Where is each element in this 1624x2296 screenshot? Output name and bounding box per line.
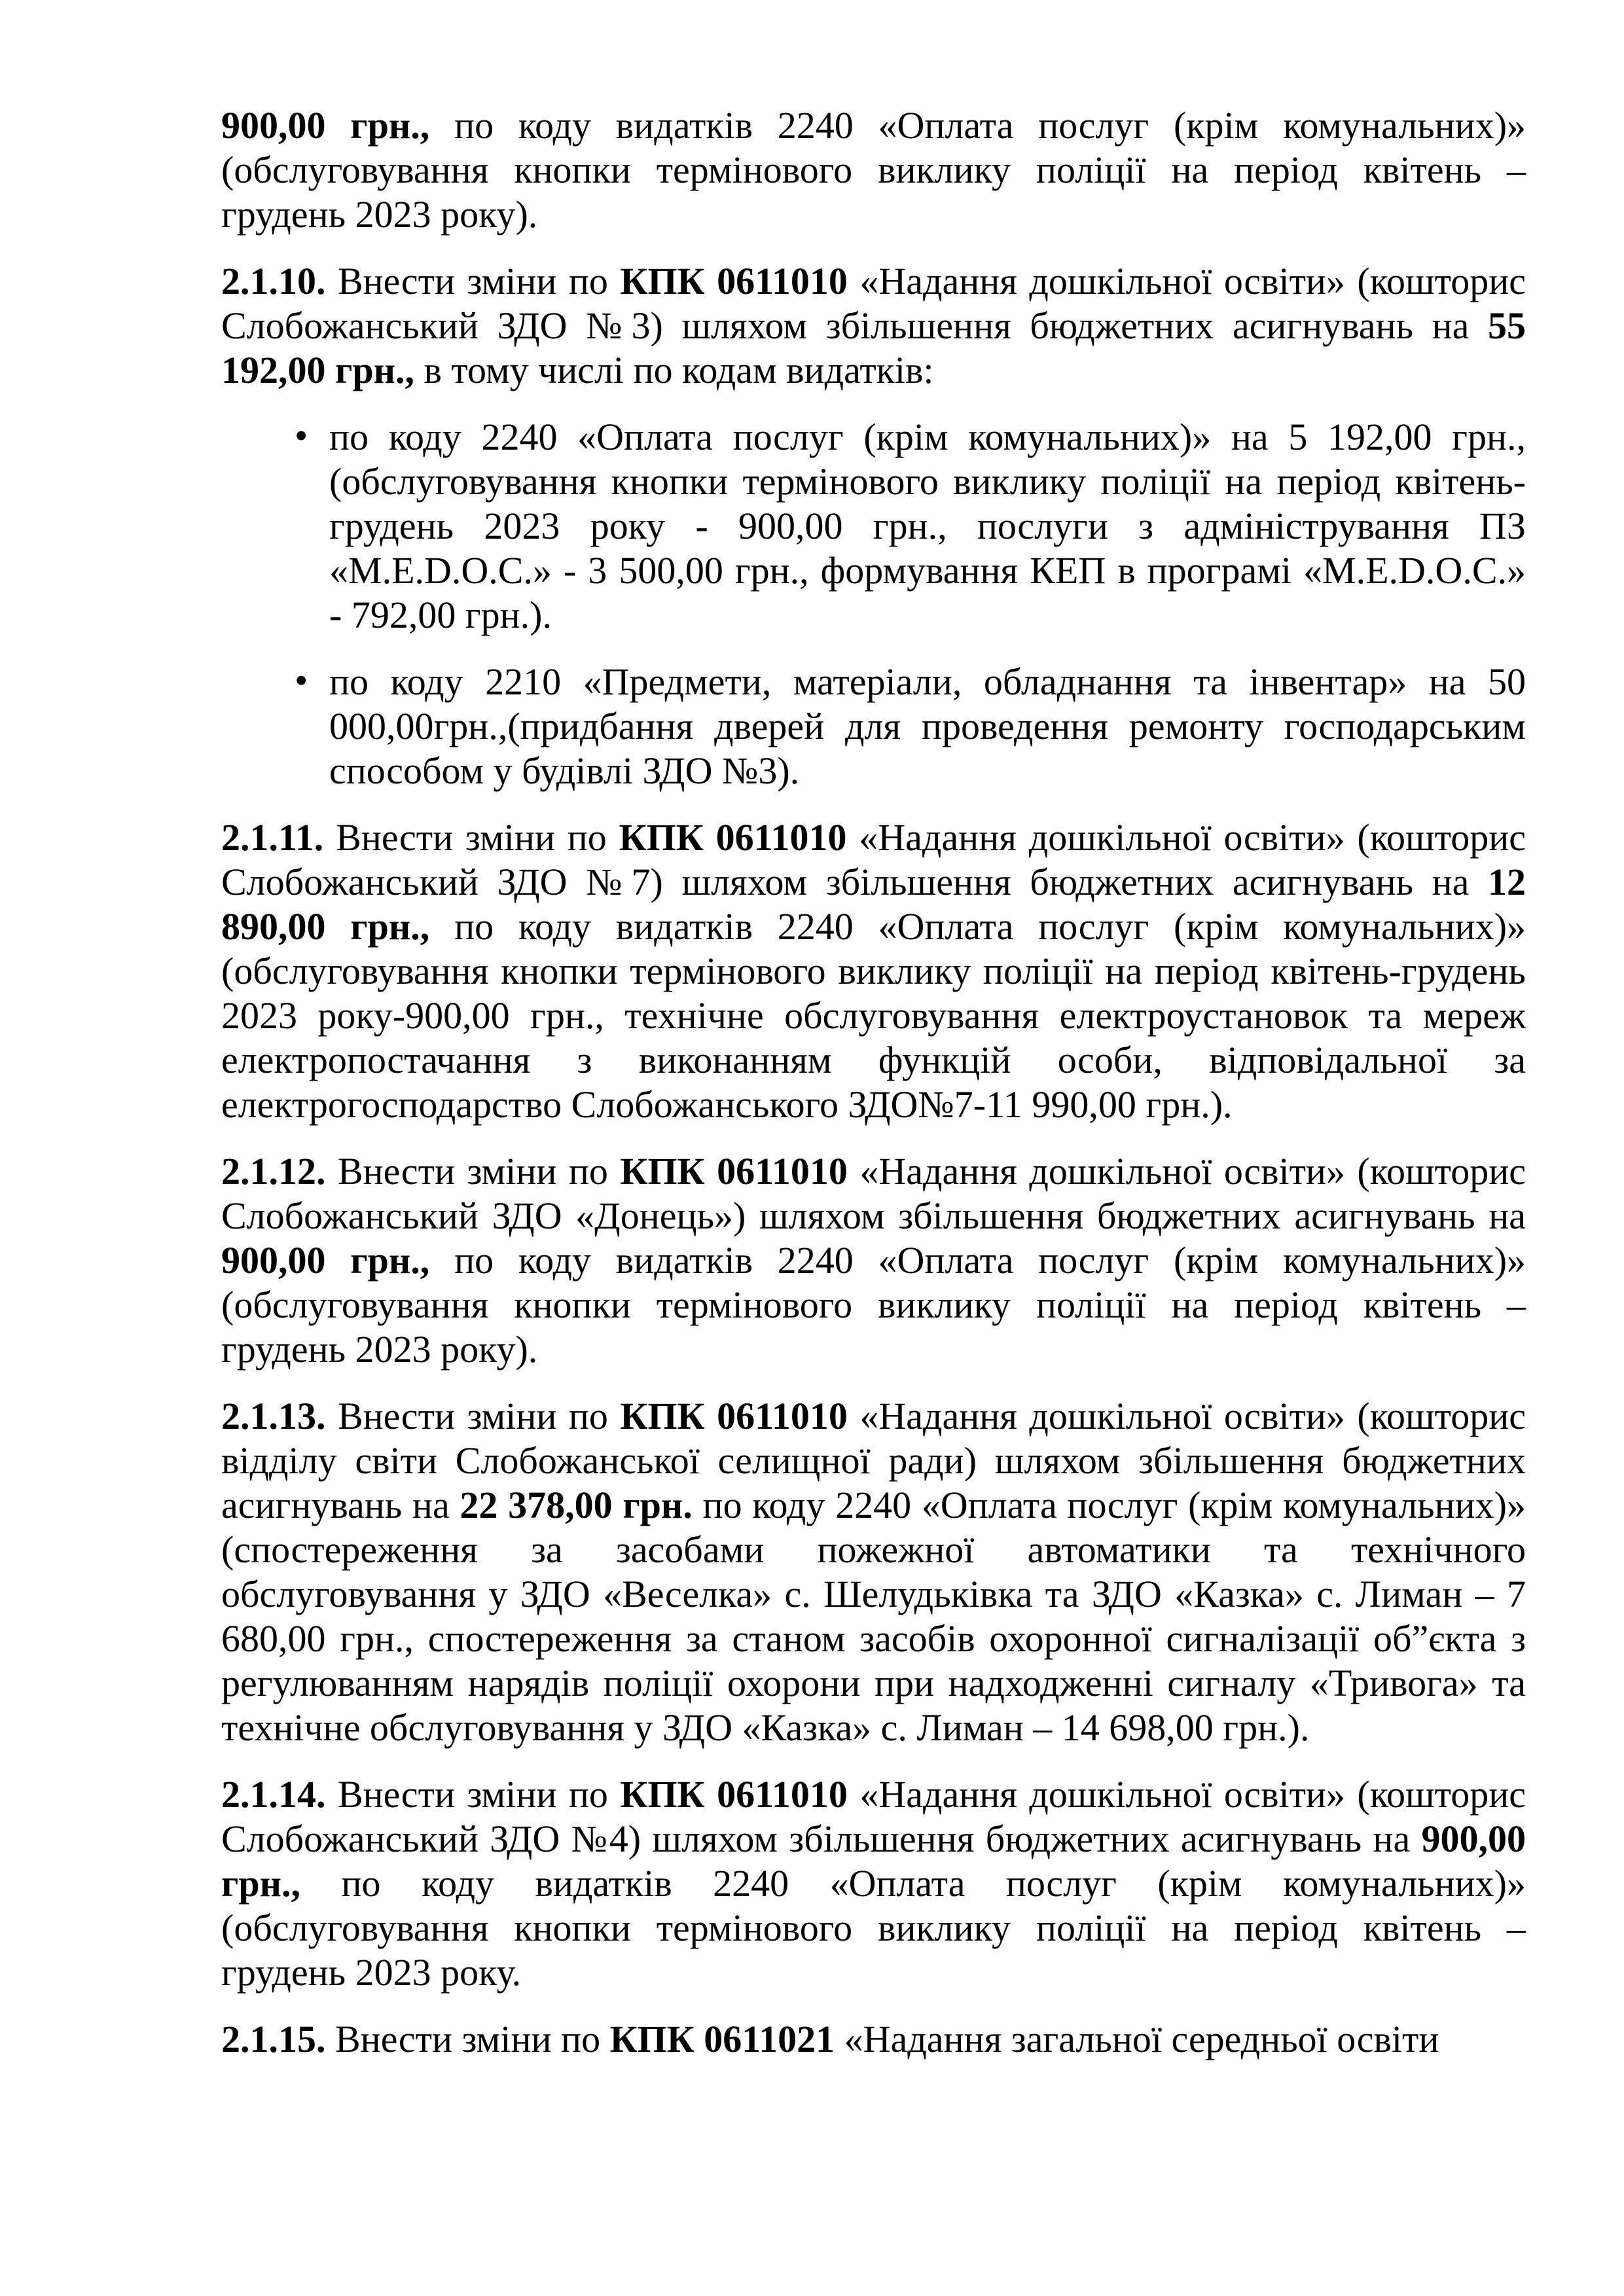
text-run: по коду видатків 2240 «Оплата послуг (крім комунальних)» (обслуговування кнопки термінового виклику поліції на період квітень-грудень 2023 року-900,00 грн., технічне обслуговування електроустановок та мереж електропостачання з виконанням функцій особи, відповідальної за електрогосподарство Слобожанського ЗДО№7-11 990,00 грн.).	[221, 905, 1526, 1126]
text-run-bold: 2.1.15.	[221, 2018, 326, 2060]
text-run-bold: КПК 0611010	[620, 1773, 848, 1816]
text-run: по коду видатків 2240 «Оплата послуг (крім комунальних)» (обслуговування кнопки термінового виклику поліції на період квітень – грудень 2023 року).	[221, 104, 1526, 236]
bullet-icon: •	[295, 414, 308, 457]
para-2-1-14	[221, 1772, 1526, 1995]
text-run: Внести зміни по	[325, 1395, 621, 1437]
text-run-bold: 22 378,00 грн.	[460, 1484, 693, 1526]
text-run: по коду видатків 2240 «Оплата послуг (крім комунальних)» (обслуговування кнопки термінового виклику поліції на період квітень – грудень 2023 року.	[221, 1862, 1526, 1994]
text-run-bold: 900,00 грн.,	[221, 1239, 430, 1282]
text-run-bold: 2.1.14.	[221, 1773, 326, 1816]
text-run-bold: 900,00 грн.,	[221, 104, 430, 147]
text-run: «Надання дошкільної освіти» (кошторис відділу світи Слобожанської селищної ради) шляхом збільшення бюджетних асигнувань на	[221, 1395, 1526, 1526]
text-run-bold: 55 192,00 грн.,	[221, 304, 1526, 391]
text-run: Внести зміни по	[325, 260, 621, 302]
text-run-bold: 2.1.10.	[221, 260, 326, 302]
text-run: «Надання дошкільної освіти» (кошторис Слобожанський ЗДО «Донець») шляхом збільшення бюджетних асигнувань на	[221, 1150, 1526, 1237]
para-2-1-12	[221, 1149, 1526, 1372]
text-run: Внести зміни по	[325, 2018, 610, 2060]
text-run: по коду видатків 2240 «Оплата послуг (крім комунальних)» (обслуговування кнопки термінового виклику поліції на період квітень – грудень 2023 року).	[221, 1239, 1526, 1371]
text-run-bold: 2.1.13.	[221, 1395, 326, 1437]
text-run: Внести зміни по	[325, 1773, 621, 1816]
text-run-bold: 900,00 грн.,	[221, 1818, 1526, 1905]
text-run-bold: КПК 0611010	[620, 1395, 848, 1437]
text-run: Внести зміни по	[323, 816, 619, 859]
text-run: «Надання дошкільної освіти» (кошторис Слобожанський ЗДО №7) шляхом збільшення бюджетних асигнувань на	[221, 816, 1526, 903]
para-2-1-10	[221, 259, 1526, 393]
bullet-icon: •	[295, 659, 308, 702]
text-run-bold: КПК 0611021	[609, 2018, 835, 2060]
text-run-bold: 2.1.11.	[221, 816, 324, 859]
para-2-1-15	[221, 2017, 1526, 2062]
text-run: «Надання загальної середньої освіти	[835, 2018, 1439, 2060]
bullet-code-2210	[221, 660, 1526, 793]
text-run-bold: 2.1.12.	[221, 1150, 326, 1193]
text-run-bold: КПК 0611010	[620, 1150, 848, 1193]
text-run-bold: 12 890,00 грн.,	[221, 861, 1526, 948]
text-run: по коду 2240 «Оплата послуг (крім комунальних)» (спостереження за засобами пожежної автоматики та технічного обслуговування у ЗДО «Веселка» с. Шелудьківка та ЗДО «Казка» с. Лиман – 7 680,00 грн., спостереження за станом засобів охоронної сигналізації об”єкта з регулюванням нарядів поліції охорони при надходженні сигналу «Тривога» та технічне обслуговування у ЗДО «Казка» с. Лиман – 14 698,00 грн.).	[221, 1484, 1526, 1749]
text-run: Внести зміни по	[325, 1150, 621, 1193]
para-900-continuation	[221, 103, 1526, 237]
text-run: «Надання дошкільної освіти» (кошторис Слобожанський ЗДО №4) шляхом збільшення бюджетних асигнувань на	[221, 1773, 1526, 1860]
bullet-code-2240	[221, 415, 1526, 637]
text-run: в тому числі по кодам видатків:	[414, 349, 934, 391]
text-run: по коду 2240 «Оплата послуг (крім комунальних)» на 5 192,00 грн., (обслуговування кнопки термінового виклику поліції на період квітень-грудень 2023 року - 900,00 грн., послуги з адміністрування ПЗ «M.E.D.O.C.» - 3 500,00 грн., формування КЕП в програмі «M.E.D.O.C.» - 792,00 грн.).	[329, 416, 1526, 636]
para-2-1-13	[221, 1394, 1526, 1750]
para-2-1-11	[221, 816, 1526, 1127]
text-run: «Надання дошкільної освіти» (кошторис Слобожанський ЗДО №3) шляхом збільшення бюджетних асигнувань на	[221, 260, 1526, 347]
text-run-bold: КПК 0611010	[619, 816, 847, 859]
text-run-bold: КПК 0611010	[620, 260, 848, 302]
text-run: по коду 2210 «Предмети, матеріали, обладнання та інвентар» на 50 000,00грн.,(придбання дверей для проведення ремонту господарським способом у будівлі ЗДО №3).	[329, 660, 1526, 792]
